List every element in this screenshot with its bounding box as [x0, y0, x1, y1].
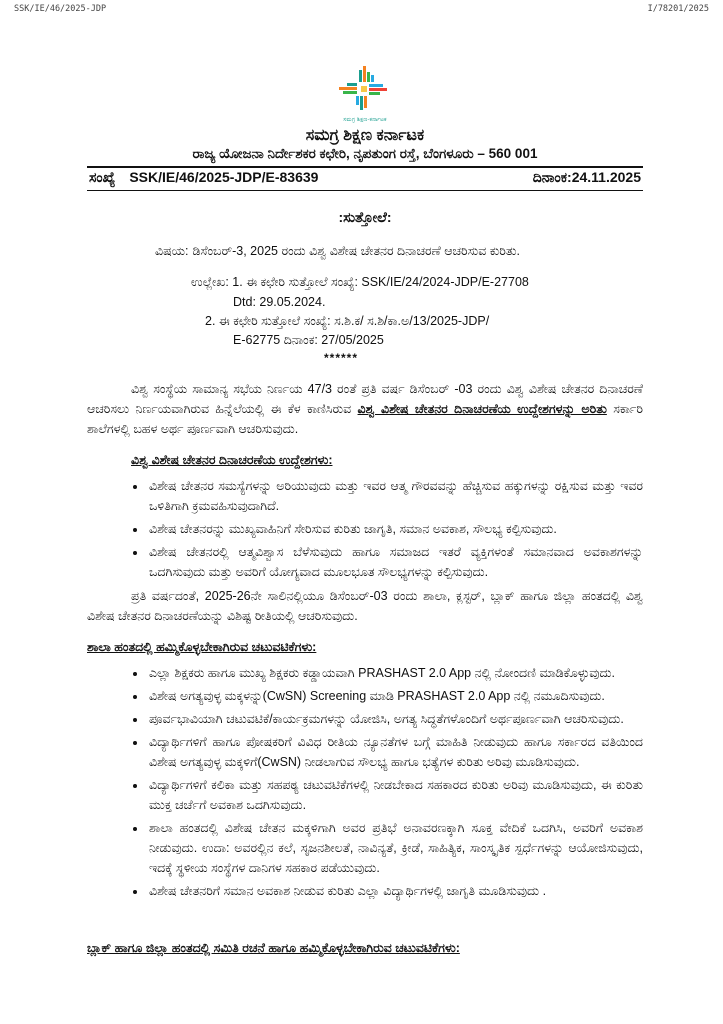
reference-1-line-2: Dtd: 29.05.2024.	[233, 294, 326, 309]
school-activities-list	[87, 663, 643, 901]
number-value: SSK/IE/46/2025-JDP/E-83639	[129, 168, 319, 185]
school-activity-item: • ವಿದ್ಯಾರ್ಥಿಗಳಿಗೆ ಹಾಗೂ ಪೋಷಕರಿಗೆ ವಿವಿಧ ರೀತಿಯ ನ್ಯೂನತೆಗಳ ಬಗ್ಗೆ ಮಾಹಿತಿ ನೀಡುವುದು ಹಾಗೂ ಸರ್ಕಾರದ ವತಿಯಿಂದ ವಿಶೇಷ ಅಗತ್ಯವುಳ್ಳ ಮಕ್ಕಳಿಗೆ(CwSN) ನೀಡಲಾಗುವ ಸೌಲಭ್ಯ ಹಾಗೂ ಭತ್ಯೆಗಳ ಕುರಿತು ಅರಿವು ಮೂಡಿಸುವುದು.	[147, 732, 643, 772]
intro-text-post: ಸರ್ಕಾರಿ ಶಾಲೆಗಳಲ್ಲಿ ಬಹಳ ಅರ್ಥ ಪೂರ್ಣವಾಗಿ ಆಚರಿಸುವುದು.	[87, 401, 643, 436]
intro-text-pre: ವಿಶ್ವ ಸಂಸ್ಥೆಯ ಸಾಮಾನ್ಯ ಸಭೆಯ ನಿರ್ಣಯ 47/3 ರಂತೆ ಪ್ರತಿ ವರ್ಷ ಡಿಸೆಂಬರ್ -03 ರಂದು ವಿಶ್ವ ವಿಶೇಷ ಚೇತನರ ದಿನಾಚರಣೆ ಆಚರಿಸಲು ನಿರ್ಣಯವಾಗಿರುವ ಹಿನ್ನೆಲೆಯಲ್ಲಿ ಈ ಕೆಳ ಕಾಣಿಸಿರುವ	[87, 381, 643, 416]
circular-title: :ಸುತ್ತೋಲೆ:	[338, 208, 392, 225]
corner-ref-left: SSK/IE/46/2025-JDP	[14, 4, 107, 14]
reference-2-line-1: 2. ಈ ಕಛೇರಿ ಸುತ್ತೋಲೆ ಸಂಖ್ಯೆ: ಸ.ಶಿ.ಕ/ ಸ.ಶಿ/ಕಾ.ಅ/13/2025-JDP/	[205, 314, 490, 329]
date-value: ದಿನಾಂಕ:24.11.2025	[532, 168, 641, 185]
separator-stars: ******	[323, 350, 359, 365]
objective-item: • ವಿಶೇಷ ಚೇತನರ ಸಮಸ್ಯೆಗಳನ್ನು ಅರಿಯುವುದು ಮತ್ತು ಇವರ ಆತ್ಮ ಗೌರವವನ್ನು ಹೆಚ್ಚಿಸುವ ಹಕ್ಕುಗಳನ್ನು ರಕ್ಷಿಸುವ ಮತ್ತು ಇವರ ಒಳಿತಿಗಾಗಿ ಕ್ರಮವಹಿಸುವುದಾಗಿದೆ.	[147, 476, 643, 516]
references-block	[191, 273, 611, 351]
subject-label: ವಿಷಯ:	[155, 243, 189, 258]
logo-caption: ಸಮಗ್ರ ಶಿಕ್ಷಣ-ಕರ್ನಾಟಕ	[343, 117, 387, 123]
organization-name: ಸಮಗ್ರ ಶಿಕ್ಷಣ ಕರ್ನಾಟಕ	[305, 126, 425, 144]
intro-text-emphasis: ವಿಶ್ವ ವಿಶೇಷ ಚೇತನರ ದಿನಾಚರಣೆಯ ಉದ್ದೇಶಗಳನ್ನು ಅರಿತು	[357, 401, 607, 416]
objectives-list	[87, 476, 643, 582]
subject-text: ಡಿಸೆಂಬರ್-3, 2025 ರಂದು ವಿಶ್ವ ವಿಶೇಷ ಚೇತನರ ದಿನಾಚರಣೆ ಆಚರಿಸುವ ಕುರಿತು.	[192, 243, 520, 258]
annual-observance-paragraph: ಪ್ರತಿ ವರ್ಷದಂತೆ, 2025-26ನೇ ಸಾಲಿನಲ್ಲಿಯೂ ಡಿಸೆಂಬರ್-03 ರಂದು ಶಾಲಾ, ಕ್ಲಸ್ಟರ್, ಬ್ಲಾಕ್ ಹಾಗೂ ಜಿಲ್ಲಾ ಹಂತದಲ್ಲಿ ವಿಶ್ವ ವಿಶೇಷ ಚೇತನರ ದಿನಾಚರಣೆಯನ್ನು ವಿಶಿಷ್ಟ ರೀತಿಯಲ್ಲಿ ಆಚರಿಸುವುದು.	[87, 588, 643, 623]
number-label: ಸಂಖ್ಯೆ	[89, 168, 116, 185]
circular-document	[87, 66, 643, 956]
school-activity-item: • ಶಾಲಾ ಹಂತದಲ್ಲಿ ವಿಶೇಷ ಚೇತನ ಮಕ್ಕಳಿಗಾಗಿ ಅವರ ಪ್ರತಿಭೆ ಅನಾವರಣಕ್ಕಾಗಿ ಸೂಕ್ತ ವೇದಿಕೆ ಒದಗಿಸಿ, ಅವರಿಗೆ ಅವಕಾಶ ನೀಡುವುದು. ಉದಾ: ಅವರಲ್ಲಿನ ಕಲೆ, ಸೃಜನಶೀಲತೆ, ನಾವಿನ್ಯತೆ, ಕ್ರೀಡೆ, ಸಾಹಿತ್ಯಿಕ, ಸಾಂಸ್ಕೃತಿಕ ಸ್ಪರ್ಧೆಗಳನ್ನು ಆಯೋಜಿಸುವುದು, ಇದಕ್ಕೆ ಸ್ಥಳೀಯ ಸಂಸ್ಥೆಗಳ ದಾನಿಗಳ ಸಹಕಾರ ಪಡೆಯುವುದು.	[147, 818, 643, 878]
subject-block	[155, 242, 575, 261]
corner-ref-right: I/78201/2025	[647, 4, 709, 14]
school-activities-heading: ಶಾಲಾ ಹಂತದಲ್ಲಿ ಹಮ್ಮಿಕೊಳ್ಳಬೇಕಾಗಿರುವ ಚಟುವಟಿಕೆಗಳು:	[87, 639, 317, 654]
reference-1-line-1: ಉಲ್ಲೇಖ: 1. ಈ ಕಛೇರಿ ಸುತ್ತೋಲೆ ಸಂಖ್ಯೆ: SSK/IE/24/2024-JDP/E-27708	[191, 275, 529, 290]
objective-item: • ವಿಶೇಷ ಚೇತನರಲ್ಲಿ ಆತ್ಮವಿಶ್ವಾಸ ಬೆಳೆಸುವುದು ಹಾಗೂ ಸಮಾಜದ ಇತರೆ ವ್ಯಕ್ತಿಗಳಂತೆ ಸಮಾನವಾದ ಅವಕಾಶಗಳನ್ನು ಒದಗಿಸುವುದು ಮತ್ತು ಅವರಿಗೆ ಯೋಗ್ಯವಾದ ಮೂಲಭೂತ ಸೌಲಭ್ಯಗಳನ್ನು ಕಲ್ಪಿಸುವುದು.	[147, 542, 643, 582]
school-activity-item: • ವಿದ್ಯಾರ್ಥಿಗಳಿಗೆ ಕಲಿಕಾ ಮತ್ತು ಸಹಪಠ್ಯ ಚಟುವಟಿಕೆಗಳಲ್ಲಿ ನೀಡಬೇಕಾದ ಸಹಕಾರದ ಕುರಿತು ಅರಿವು ಮೂಡಿಸುವುದು, ಈ ಕುರಿತು ಮುಕ್ತ ಚರ್ಚೆಗೆ ಅವಕಾಶ ಒದಗಿಸುವುದು.	[147, 775, 643, 815]
organization-address: ರಾಜ್ಯ ಯೋಜನಾ ನಿರ್ದೇಶಕರ ಕಛೇರಿ, ನೃಪತುಂಗ ರಸ್ತೆ, ಬೆಂಗಳೂರು – 560 001	[192, 145, 538, 161]
objective-item: • ವಿಶೇಷ ಚೇತನರನ್ನು ಮುಖ್ಯವಾಹಿನಿಗೆ ಸೇರಿಸುವ ಕುರಿತು ಜಾಗೃತಿ, ಸಮಾನ ಅವಕಾಶ, ಸೌಲಭ್ಯ ಕಲ್ಪಿಸುವುದು.	[147, 519, 643, 539]
reference-number-row	[87, 168, 643, 188]
school-activity-item: • ಎಲ್ಲಾ ಶಿಕ್ಷಕರು ಹಾಗೂ ಮುಖ್ಯ ಶಿಕ್ಷಕರು ಕಡ್ಡಾಯವಾಗಿ PRASHAST 2.0 App ನಲ್ಲಿ ನೋಂದಣಿ ಮಾಡಿಕೊಳ್ಳುವುದು.	[147, 663, 643, 683]
school-activity-item: • ವಿಶೇಷ ಚೇತನರಿಗೆ ಸಮಾನ ಅವಕಾಶ ನೀಡುವ ಕುರಿತು ಎಲ್ಲಾ ವಿದ್ಯಾರ್ಥಿಗಳಲ್ಲಿ ಜಾಗೃತಿ ಮೂಡಿಸುವುದು .	[147, 881, 643, 901]
reference-2-line-2: E-62775 ದಿನಾಂಕ: 27/05/2025	[233, 333, 384, 348]
block-district-activities-heading: ಬ್ಲಾಕ್ ಹಾಗೂ ಜಿಲ್ಲಾ ಹಂತದಲ್ಲಿ ಸಮಿತಿ ರಚನೆ ಹಾಗೂ ಹಮ್ಮಿಕೊಳ್ಳಬೇಕಾಗಿರುವ ಚಟುವಟಿಕೆಗಳು:	[87, 940, 460, 955]
school-activity-item: • ವಿಶೇಷ ಅಗತ್ಯವುಳ್ಳ ಮಕ್ಕಳನ್ನು(CwSN) Screening ಮಾಡಿ PRASHAST 2.0 App ನಲ್ಲಿ ನಮೂದಿಸುವುದು.	[147, 686, 643, 706]
letterhead	[87, 66, 643, 124]
header-divider-thin	[87, 190, 643, 191]
page-corner-references	[0, 4, 723, 14]
school-activity-item: • ಪೂರ್ವಭಾವಿಯಾಗಿ ಚಟುವಟಿಕೆ/ಕಾರ್ಯಕ್ರಮಗಳನ್ನು ಯೋಜಿಸಿ, ಅಗತ್ಯ ಸಿದ್ಧತೆಗಳೊಂದಿಗೆ ಅರ್ಥಪೂರ್ಣವಾಗಿ ಆಚರಿಸುವುದು.	[147, 709, 643, 729]
intro-paragraph	[87, 379, 643, 439]
samagra-shiksha-logo-icon	[339, 66, 391, 117]
objectives-heading: ವಿಶ್ವ ವಿಶೇಷ ಚೇತನರ ದಿನಾಚರಣೆಯ ಉದ್ದೇಶಗಳು:	[131, 452, 333, 467]
